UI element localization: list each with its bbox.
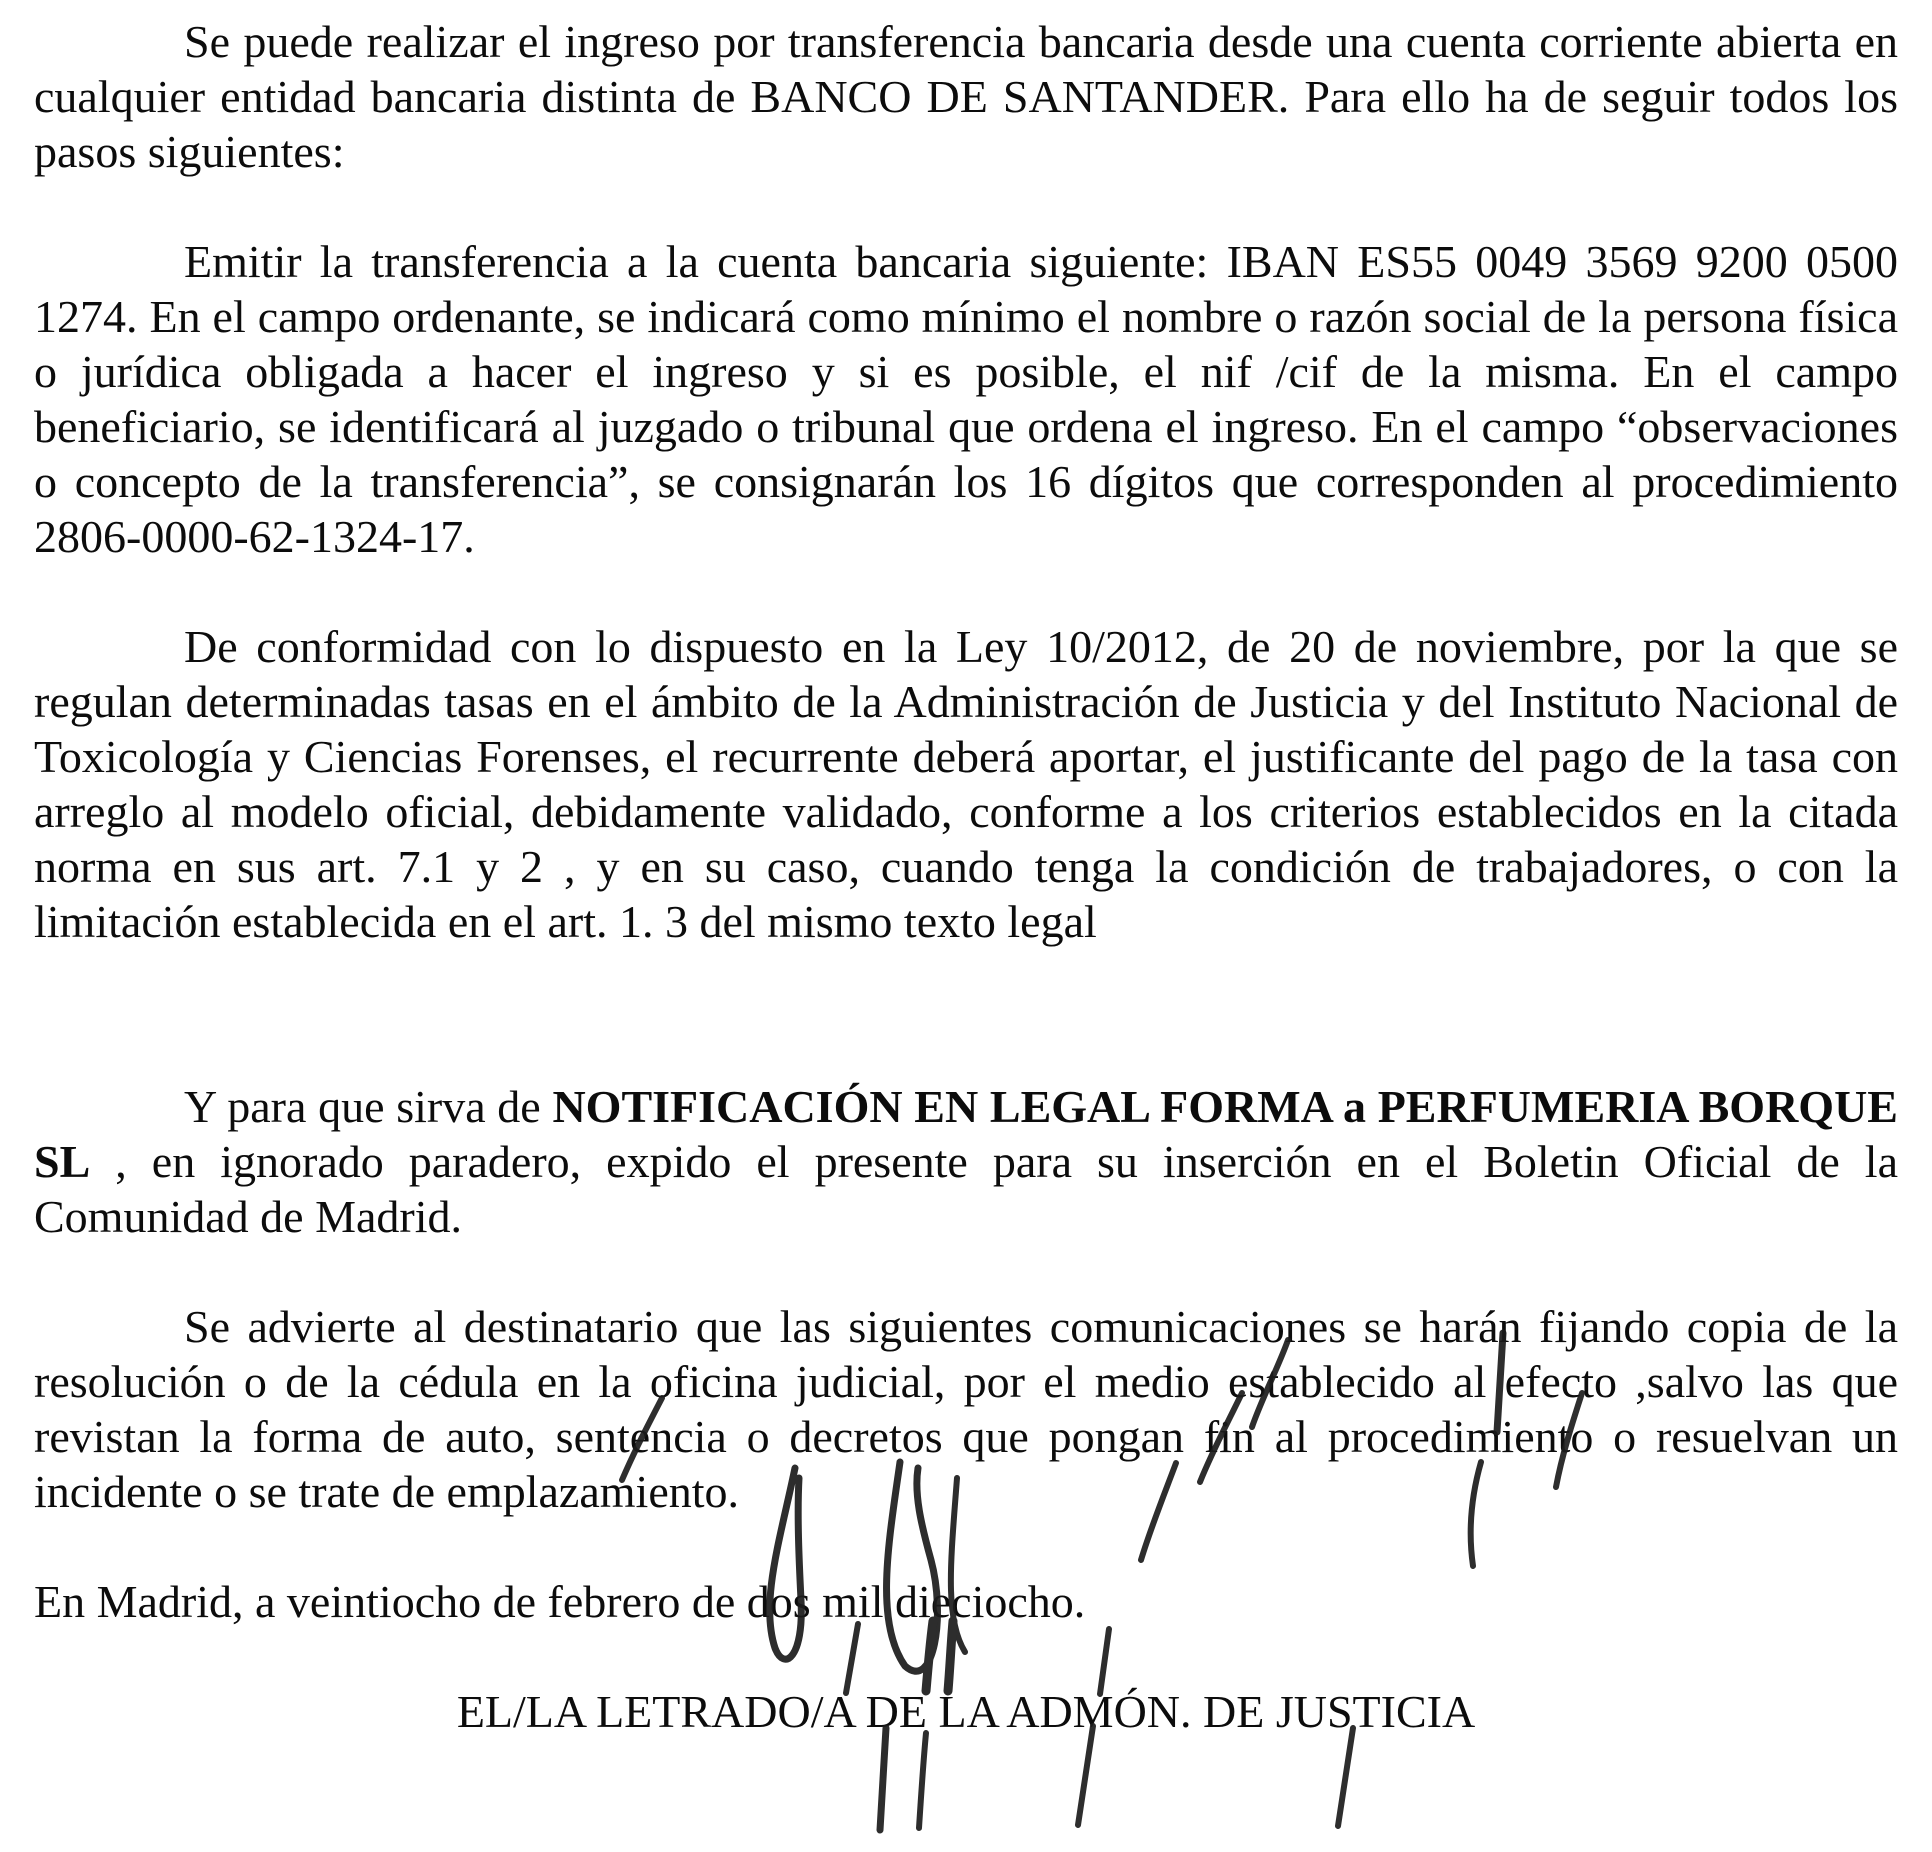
paragraph-advertencia: Se advierte al destinatario que las siguientes comunicaciones se harán fijando copia de la resolución o de la cédula en la oficina judicial, por el medio establecido al efecto ,salvo las que revistan la forma de auto, sentencia o decretos que pongan fin al procedimiento o resuelvan un incidente o se trate de emplazamiento.	[34, 1301, 1898, 1517]
notificacion-bold-text: NOTIFICACIÓN EN LEGAL FORMA a PERFUMERIA BORQUE SL	[34, 1081, 1898, 1187]
paragraph-fecha: En Madrid, a veintiocho de febrero de dos mil dieciocho.	[34, 1576, 1086, 1627]
notificacion-pre-text: Y para que sirva de	[184, 1081, 553, 1132]
notificacion-post-text: , en ignorado paradero, expido el presente para su inserción en el Boletin Oficial de la Comunidad de Madrid.	[34, 1136, 1898, 1242]
paragraph-transfer-intro: Se puede realizar el ingreso por transferencia bancaria desde una cuenta corriente abierta en cualquier entidad bancaria distinta de BANCO DE SANTANDER. Para ello ha de seguir todos los pasos siguientes:	[34, 16, 1898, 177]
paragraph-ley-tasas: De conformidad con lo dispuesto en la Ley 10/2012, de 20 de noviembre, por la que se regulan determinadas tasas en el ámbito de la Administración de Justicia y del Instituto Nacional de Toxicología y Ciencias Forenses, el recurrente deberá aportar, el justificante del pago de la tasa con arreglo al modelo oficial, debidamente validado, conforme a los criterios establecidos en la citada norma en sus art. 7.1 y 2 , y en su caso, cuando tenga la condición de trabajadores, o con la limitación establecida en el art. 1. 3 del mismo texto legal	[34, 621, 1898, 947]
paragraph-transfer-steps: Emitir la transferencia a la cuenta bancaria siguiente: IBAN ES55 0049 3569 9200 0500 1274. En el campo ordenante, se indicará como mínimo el nombre o razón social de la persona física o jurídica obligada a hacer el ingreso y si es posible, el nif /cif de la misma. En el campo beneficiario, se identificará al juzgado o tribunal que ordena el ingreso. En el campo “observaciones o concepto de la transferencia”, se consignarán los 16 dígitos que corresponden al procedimiento 2806-0000-62-1324-17.	[34, 236, 1898, 562]
paragraph-notificacion	[34, 1079, 1898, 1244]
signature-title: EL/LA LETRADO/A DE LA ADMÓN. DE JUSTICIA	[456, 1686, 1476, 1737]
